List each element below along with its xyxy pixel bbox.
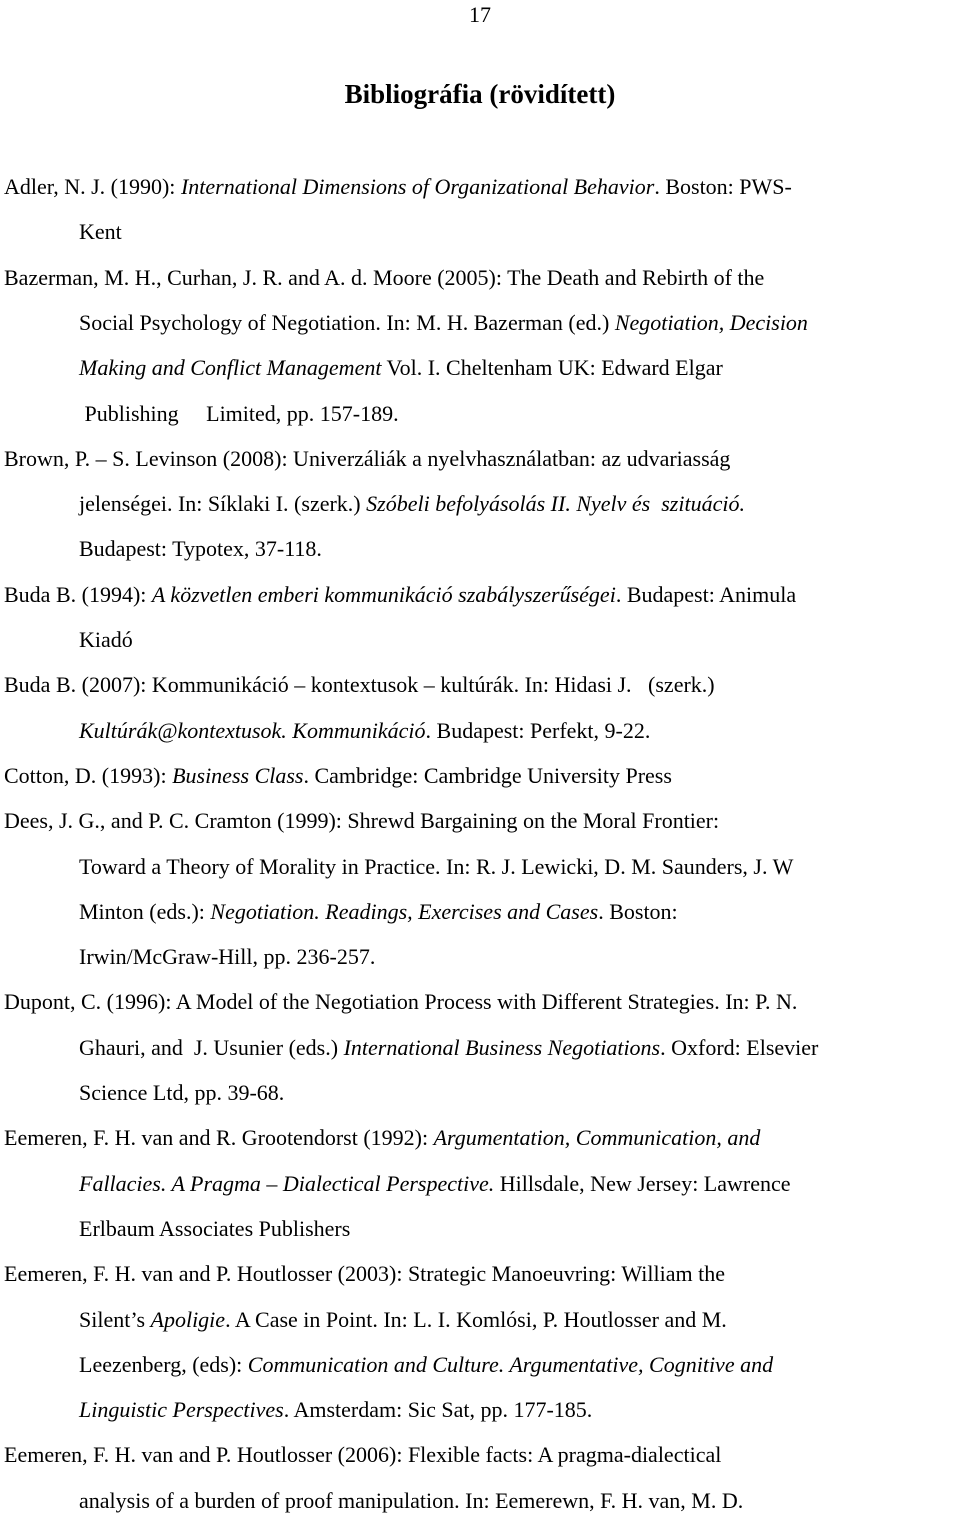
text-segment: . Budapest: Animula bbox=[615, 581, 797, 607]
text-segment: Buda B. (2007): Kommunikáció – kontextusok – kultúrák. In: Hidasi J. (szerk.) bbox=[4, 672, 715, 698]
entry-continuation-line bbox=[79, 1487, 743, 1515]
italic-text: Argumentation, Communication, and bbox=[433, 1125, 761, 1151]
text-segment: Irwin/McGraw-Hill, pp. 236-257. bbox=[79, 944, 376, 970]
entry-continuation-line bbox=[79, 400, 399, 428]
text-segment: . Boston: PWS- bbox=[654, 174, 792, 199]
text-segment: Eemeren, F. H. van and R. Grootendorst (1992): bbox=[4, 1125, 434, 1151]
entry-continuation-line bbox=[79, 717, 650, 745]
italic-text: Szóbeli befolyásolás II. Nyelv és szituáció. bbox=[366, 491, 745, 517]
entry-continuation-line bbox=[79, 898, 678, 926]
entry-continuation-line bbox=[79, 535, 322, 563]
text-segment: . Boston: bbox=[598, 898, 678, 924]
text-segment: Toward a Theory of Morality in Practice. In: R. J. Lewicki, D. M. Saunders, J. W bbox=[79, 853, 794, 879]
entry-continuation-line bbox=[79, 943, 375, 971]
italic-text: International Business Negotiations bbox=[343, 1034, 661, 1060]
italic-text: Business Class bbox=[172, 762, 304, 788]
text-segment: Social Psychology of Negotiation. In: M. H. Bazerman (ed.) bbox=[79, 309, 615, 335]
text-segment: Adler, N. J. (1990): bbox=[4, 174, 181, 199]
text-segment: . Budapest: Perfekt, 9-22. bbox=[425, 717, 651, 743]
entry-first-line bbox=[4, 264, 764, 292]
entry-first-line bbox=[4, 671, 715, 699]
italic-text: A közvetlen emberi kommunikáció szabályszerűségei bbox=[151, 581, 616, 607]
text-segment: . Oxford: Elsevier bbox=[660, 1034, 819, 1060]
entry-first-line bbox=[4, 762, 672, 790]
entry-continuation-line bbox=[79, 309, 808, 337]
entry-first-line bbox=[4, 988, 797, 1016]
italic-text: Making and Conflict Management bbox=[79, 355, 382, 381]
italic-text: Communication and Culture. Argumentative, Cognitive and bbox=[247, 1351, 774, 1377]
entry-continuation-line bbox=[79, 1215, 350, 1243]
entry-continuation-line bbox=[79, 853, 793, 881]
entry-continuation-line bbox=[79, 218, 122, 246]
entry-first-line bbox=[4, 173, 792, 201]
italic-text: Negotiation. Readings, Exercises and Cases bbox=[210, 898, 599, 924]
entry-continuation-line bbox=[79, 626, 133, 654]
text-segment: analysis of a burden of proof manipulation. In: Eemerewn, F. H. van, M. D. bbox=[79, 1487, 744, 1513]
entry-first-line bbox=[4, 1260, 725, 1288]
text-segment: Eemeren, F. H. van and P. Houtlosser (2003): Strategic Manoeuvring: William the bbox=[4, 1261, 725, 1287]
entry-first-line bbox=[4, 445, 730, 473]
text-segment: Hillsdale, New Jersey: Lawrence bbox=[494, 1170, 791, 1196]
entry-first-line bbox=[4, 1124, 760, 1152]
italic-text: Negotiation, Decision bbox=[614, 309, 808, 335]
text-segment: jelenségei. In: Síklaki I. (szerk.) bbox=[79, 491, 367, 517]
text-segment: Kent bbox=[79, 219, 122, 245]
text-segment: Erlbaum Associates Publishers bbox=[79, 1215, 351, 1241]
text-segment: Cotton, D. (1993): bbox=[4, 762, 173, 788]
text-segment: Science Ltd, pp. 39-68. bbox=[79, 1080, 285, 1105]
text-segment: Vol. I. Cheltenham UK: Edward Elgar bbox=[381, 355, 723, 381]
text-segment: Dees, J. G., and P. C. Cramton (1999): Shrewd Bargaining on the Moral Frontier: bbox=[4, 808, 720, 834]
text-segment: Buda B. (1994): bbox=[4, 581, 152, 607]
entry-continuation-line bbox=[79, 1079, 284, 1107]
text-segment: Dupont, C. (1996): A Model of the Negotiation Process with Different Strategies. In: P. N. bbox=[4, 989, 798, 1015]
entry-continuation-line bbox=[79, 1396, 592, 1424]
italic-text: International Dimensions of Organizational Behavior bbox=[180, 174, 655, 199]
entry-continuation-line bbox=[79, 1034, 818, 1062]
entry-first-line bbox=[4, 807, 719, 835]
text-segment: Publishing Limited, pp. 157-189. bbox=[79, 400, 399, 426]
text-segment: Leezenberg, (eds): bbox=[79, 1351, 248, 1377]
text-segment: Minton (eds.): bbox=[79, 898, 211, 924]
text-segment: Budapest: Typotex, 37-118. bbox=[79, 536, 322, 562]
page-title: Bibliográfia (rövidített) bbox=[344, 79, 616, 109]
entry-first-line bbox=[4, 581, 796, 609]
text-segment: Brown, P. – S. Levinson (2008): Univerzáliák a nyelvhasználatban: az udvariasság bbox=[4, 445, 731, 471]
entry-first-line bbox=[4, 1441, 721, 1469]
entry-continuation-line bbox=[79, 1170, 791, 1198]
text-segment: . A Case in Point. In: L. I. Komlósi, P. Houtlosser and M. bbox=[225, 1306, 727, 1332]
text-segment: Ghauri, and J. Usunier (eds.) bbox=[79, 1034, 344, 1060]
italic-text: Linguistic Perspectives bbox=[79, 1397, 284, 1423]
italic-text: Kultúrák@kontextusok. Kommunikáció bbox=[79, 717, 426, 743]
entry-continuation-line bbox=[79, 354, 723, 382]
entry-continuation-line bbox=[79, 1306, 727, 1334]
text-segment: . Amsterdam: Sic Sat, pp. 177-185. bbox=[283, 1397, 593, 1423]
italic-text: Fallacies. A Pragma – Dialectical Perspective. bbox=[79, 1170, 495, 1196]
page-number: 17 bbox=[469, 2, 491, 27]
entry-continuation-line bbox=[79, 1351, 773, 1379]
italic-text: Apoligie bbox=[150, 1306, 226, 1332]
text-segment: Silent’s bbox=[79, 1306, 151, 1332]
text-segment: Eemeren, F. H. van and P. Houtlosser (2006): Flexible facts: A pragma-dialectical bbox=[4, 1442, 722, 1468]
text-segment: Kiadó bbox=[79, 627, 133, 652]
text-segment: Bazerman, M. H., Curhan, J. R. and A. d. Moore (2005): The Death and Rebirth of the bbox=[4, 264, 765, 290]
entry-continuation-line bbox=[79, 490, 745, 518]
text-segment: . Cambridge: Cambridge University Press bbox=[303, 762, 672, 788]
